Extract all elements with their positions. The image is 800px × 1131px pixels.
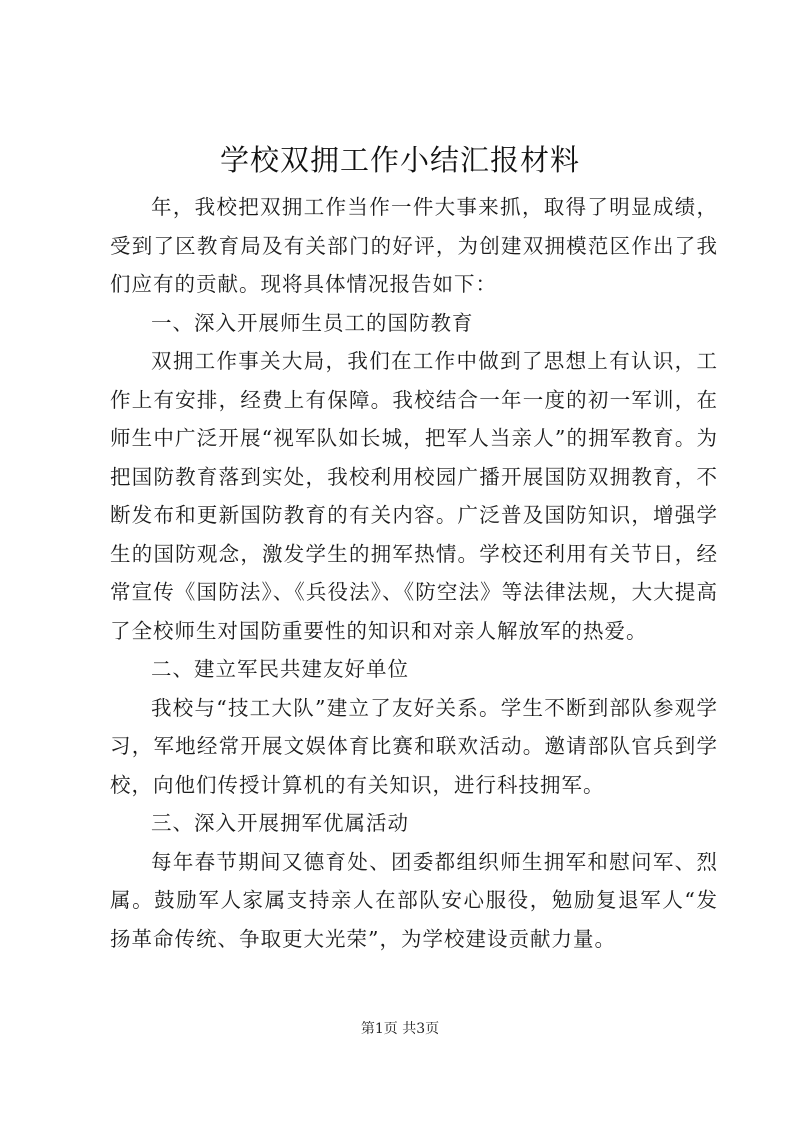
- document-body: [110, 188, 718, 958]
- section-heading-1: 一、深入开展师生员工的国防教育: [151, 310, 474, 335]
- section-2-paragraph: 我校与“技工大队”建立了友好关系。学生不断到部队参观学习，军地经常开展文娱体育比赛和联欢活动。邀请部队官兵到学校，向他们传授计算机的有关知识，进行科技拥军。: [110, 695, 718, 797]
- section-heading-2: 二、建立军民共建友好单位: [151, 657, 409, 681]
- page-number-footer: 第1页 共3页: [360, 1021, 440, 1037]
- section-heading-3: 三、深入开展拥军优属活动: [151, 811, 409, 835]
- intro-paragraph: 年，我校把双拥工作当作一件大事来抓，取得了明显成绩，受到了区教育局及有关部门的好评，为创建双拥模范区作出了我们应有的贡献。现将具体情况报告如下：: [110, 195, 718, 296]
- section-1-paragraph: 双拥工作事关大局，我们在工作中做到了思想上有认识，工作上有安排，经费上有保障。我校结合一年一度的初一军训，在师生中广泛开展“视军队如长城，把军人当亲人”的拥军教育。为把国防教育落到实处，我校利用校园广播开展国防双拥教育，不断发布和更新国防教育的有关内容。广泛普及国防知识，增强学生的国防观念，激发学生的拥军热情。学校还利用有关节日，经常宣传《国防法》、《兵役法》、《防空法》等法律法规，大大提高了全校师生对国防重要性的知识和对亲人解放军的热爱。: [110, 349, 718, 643]
- section-3-paragraph: 每年春节期间又德育处、团委都组织师生拥军和慰问军、烈属。鼓励军人家属支持亲人在部队安心服役，勉励复退军人“发扬革命传统、争取更大光荣”，为学校建设贡献力量。: [110, 849, 718, 951]
- document-title: 学校双拥工作小结汇报材料: [219, 143, 580, 177]
